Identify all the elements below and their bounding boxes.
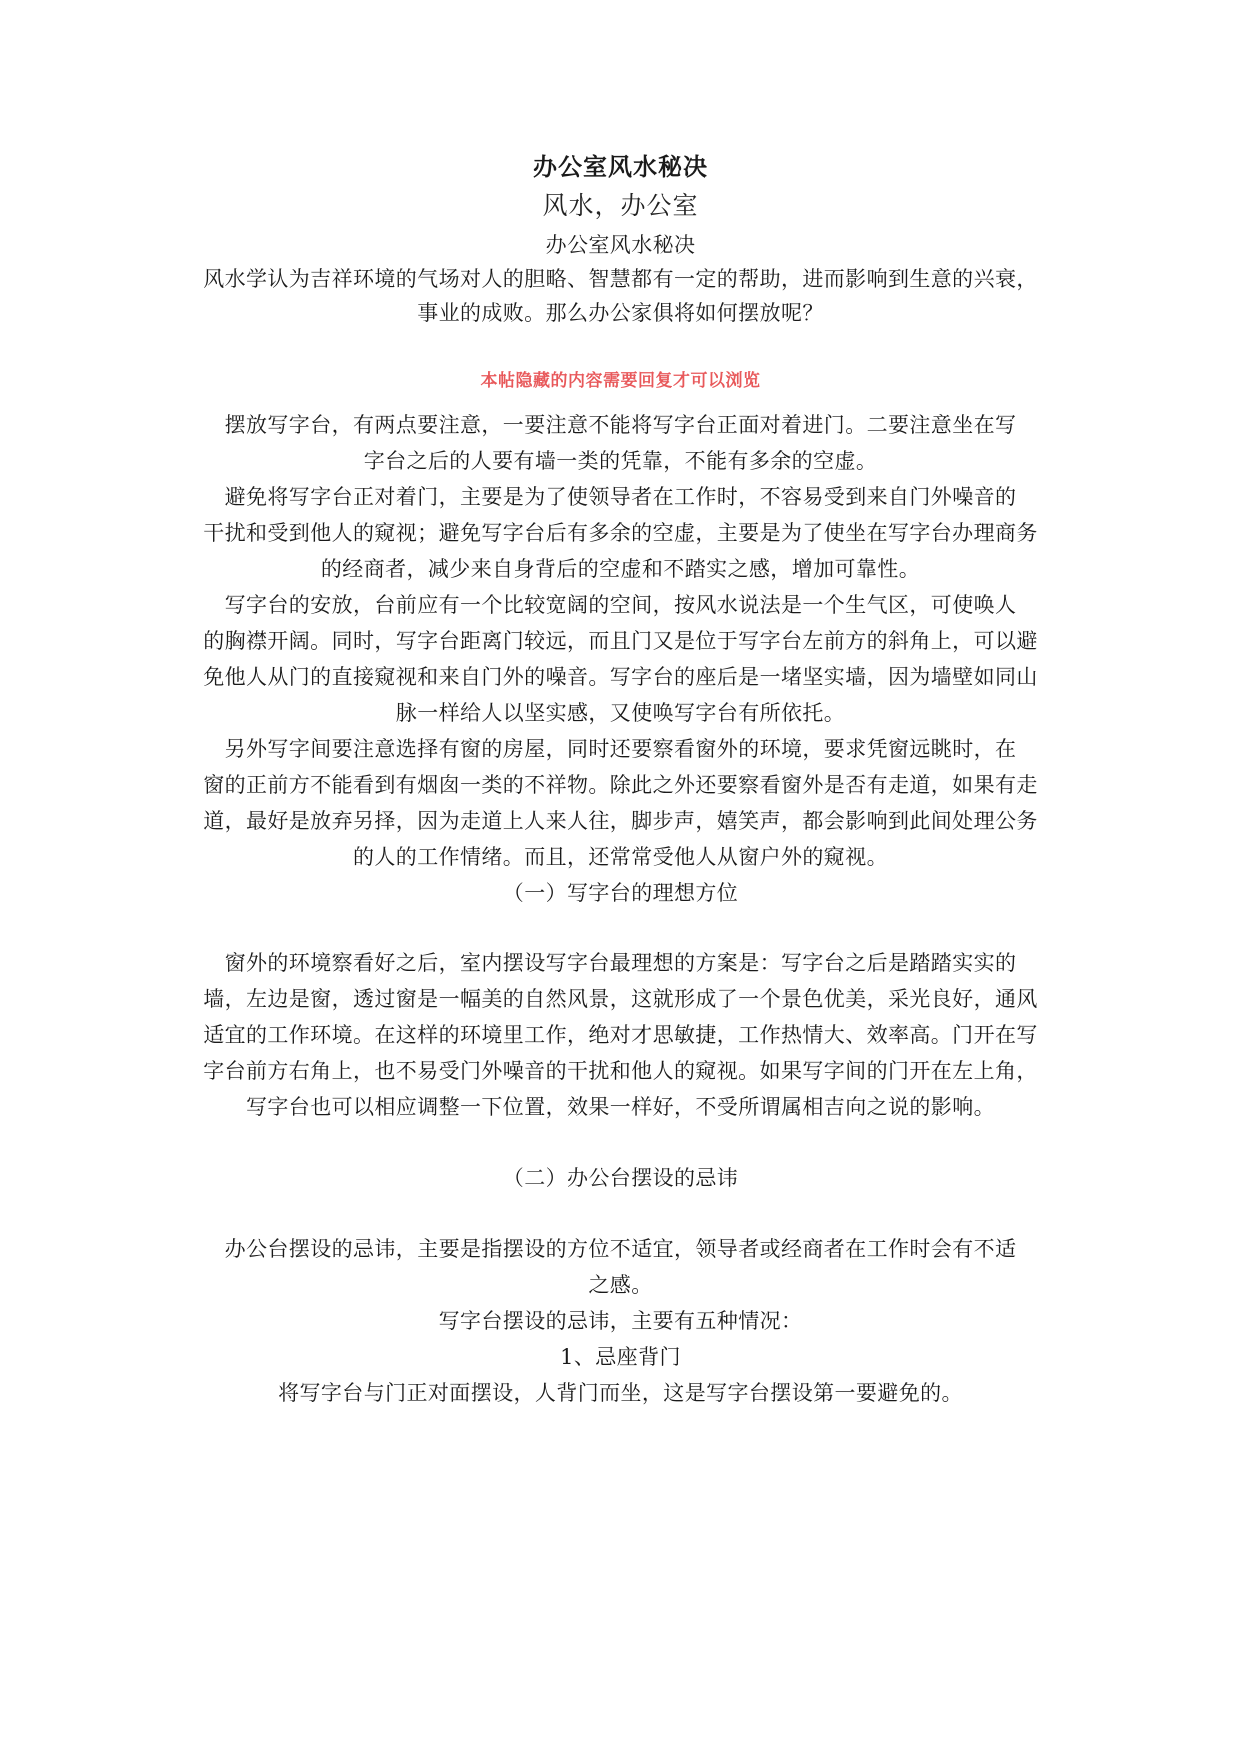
para4-line-1: 另外写字间要注意选择有窗的房屋，同时还要察看窗外的环境，要求凭窗远眺时，在 — [224, 737, 1017, 761]
para3-line-3: 免他人从门的直接窥视和来自门外的噪音。写字台的座后是一堵坚实墙，因为墙壁如同山 — [203, 665, 1038, 689]
para6-line-1: 办公台摆设的忌讳，主要是指摆设的方位不适宜，领导者或经商者在工作时会有不适 — [224, 1237, 1017, 1261]
para5-line-4: 字台前方右角上，也不易受门外噪音的干扰和他人的窥视。如果写字间的门开在左上角， — [203, 1059, 1038, 1083]
section-heading-2: （二）办公台摆设的忌讳 — [502, 1166, 739, 1190]
para3-line-2: 的胸襟开阔。同时，写字台距离门较远，而且门又是位于写字台左前方的斜角上，可以避 — [203, 629, 1038, 653]
para1-line-2: 字台之后的人要有墙一类的凭靠，不能有多余的空虚。 — [363, 449, 878, 473]
para2-line-2: 干扰和受到他人的窥视；避免写字台后有多余的空虚，主要是为了使坐在写字台办理商务 — [203, 521, 1038, 545]
para6-line-2: 之感。 — [588, 1273, 653, 1297]
intro-line-2: 事业的成败。那么办公家俱将如何摆放呢？ — [417, 301, 824, 325]
para2-line-3: 的经商者，减少来自身背后的空虚和不踏实之感，增加可靠性。 — [320, 557, 921, 581]
para2-line-1: 避免将写字台正对着门，主要是为了使领导者在工作时，不容易受到来自门外噪音的 — [224, 485, 1017, 509]
para1-line-1: 摆放写字台，有两点要注意，一要注意不能将写字台正面对着进门。二要注意坐在写 — [224, 413, 1017, 437]
para4-line-2: 窗的正前方不能看到有烟囱一类的不祥物。除此之外还要察看窗外是否有走道，如果有走 — [203, 773, 1038, 797]
para4-line-4: 的人的工作情绪。而且，还常常受他人从窗户外的窥视。 — [353, 845, 888, 869]
hidden-content-notice: 本帖隐藏的内容需要回复才可以浏览 — [480, 371, 761, 391]
doc-subtitle: 办公室风水秘决 — [545, 233, 696, 257]
para5-line-3: 适宜的工作环境。在这样的环境里工作，绝对才思敏捷，工作热情大、效率高。门开在写 — [203, 1023, 1038, 1047]
doc-title: 办公室风水秘决 — [533, 152, 708, 181]
para5-line-5: 写字台也可以相应调整一下位置，效果一样好，不受所谓属相吉向之说的影响。 — [246, 1095, 995, 1119]
para5-line-1: 窗外的环境察看好之后，室内摆设写字台最理想的方案是：写字台之后是踏踏实实的 — [224, 951, 1017, 975]
para5-line-2: 墙，左边是窗，透过窗是一幅美的自然风景，这就形成了一个景色优美，采光良好，通风 — [203, 987, 1038, 1011]
para3-line-4: 脉一样给人以坚实感，又使唤写字台有所依托。 — [395, 701, 846, 725]
item1-heading: 1、忌座背门 — [560, 1345, 681, 1369]
intro-line-1: 风水学认为吉祥环境的气场对人的胆略、智慧都有一定的帮助，进而影响到生意的兴衰， — [203, 267, 1038, 291]
para3-line-1: 写字台的安放，台前应有一个比较宽阔的空间，按风水说法是一个生气区，可使唤人 — [224, 593, 1017, 617]
section-heading-1: （一）写字台的理想方位 — [502, 881, 739, 905]
doc-tags: 风水，办公室 — [542, 191, 699, 220]
para7-line: 写字台摆设的忌讳，主要有五种情况： — [438, 1309, 803, 1333]
item1-text: 将写字台与门正对面摆设，人背门而坐，这是写字台摆设第一要避免的。 — [278, 1381, 963, 1405]
para4-line-3: 道，最好是放弃另择，因为走道上人来人往，脚步声，嬉笑声，都会影响到此间处理公务 — [203, 809, 1038, 833]
